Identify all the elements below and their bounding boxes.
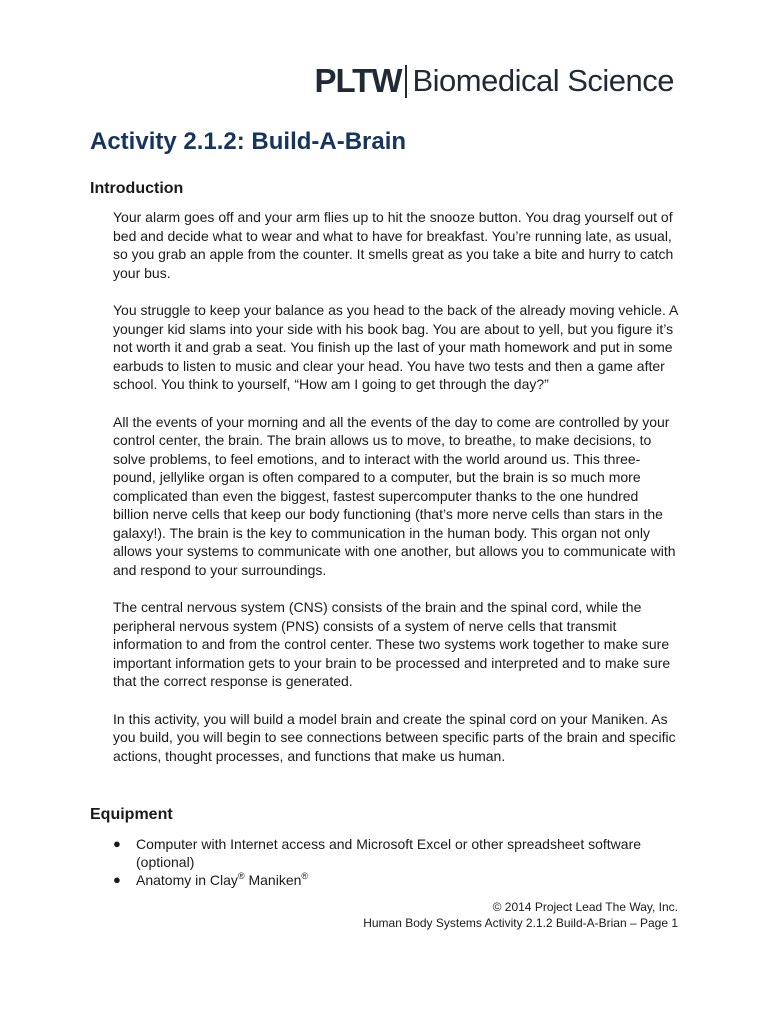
equipment-list xyxy=(113,835,673,889)
equipment-item-clay-label: Anatomy in Clay xyxy=(136,872,238,888)
list-item xyxy=(113,835,673,871)
logo-divider xyxy=(405,65,407,98)
registered-mark: ® xyxy=(237,871,245,881)
pltw-logo xyxy=(314,62,674,100)
intro-paragraph-2: You struggle to keep your balance as you head to the back of the already moving vehicle. A younger kid slams into your side with his book bag. You are about to yell, but you figure it’s not worth it and grab a seat. You finish up the last of your math homework and put in some earbuds to listen to music and clear your head. You have two tests and then a game after school. You think to yourself, “How am I going to get through the day?” xyxy=(113,302,678,392)
intro-paragraph-4: The central nervous system (CNS) consists of the brain and the spinal cord, while the peripheral nervous system (PNS) consists of a system of nerve cells that transmit information to and from the control center. These two systems work together to make sure important information gets to your brain to be processed and interpreted and to make sure that the correct response is generated. xyxy=(113,599,671,689)
bullet-icon: ● xyxy=(113,872,121,887)
list-item xyxy=(113,871,673,889)
introduction-heading: Introduction xyxy=(90,180,184,197)
intro-paragraph-3: All the events of your morning and all the events of the day to come are controlled by your control center, the brain. The brain allows us to move, to breathe, to make decisions, to solve problems, to feel emotions, and to interact with the world around us. This three-pound, jellylike organ is often compared to a computer, but the brain is so much more complicated than even the biggest, fastest supercomputer thanks to the one hundred billion nerve cells that keep our body functioning (that’s more nerve cells than stars in the galaxy!). The brain is the key to communication in the human body. This organ not only allows your systems to communicate with one another, but allows you to communicate with and respond to your surroundings. xyxy=(113,413,676,578)
intro-paragraph-5: In this activity, you will build a model brain and create the spinal cord on your Maniken. As you build, you will begin to see connections between specific parts of the brain and specific actions, thought processes, and functions that make us human. xyxy=(113,710,676,764)
bullet-icon: ● xyxy=(113,836,121,851)
registered-mark: ® xyxy=(301,871,309,881)
page-footer xyxy=(363,899,678,931)
footer-page-info: Human Body Systems Activity 2.1.2 Build-A-Brian – Page 1 xyxy=(363,916,678,930)
logo-text: Biomedical Science xyxy=(412,63,674,98)
equipment-item-computer: Computer with Internet access and Microsoft Excel or other spreadsheet software (optional) xyxy=(136,836,642,870)
equipment-item-maniken-label: Maniken xyxy=(244,872,302,888)
intro-paragraph-1: Your alarm goes off and your arm flies up to hit the snooze button. You drag yourself out of bed and decide what to wear and what to have for breakfast. You’re running late, as usual, so you grab an apple from the counter. It smells great as you take a bite and hurry to catch your bus. xyxy=(113,209,674,281)
page-title: Activity 2.1.2: Build-A-Brain xyxy=(90,128,407,155)
introduction-body xyxy=(113,208,678,784)
logo-mark: PLTW xyxy=(314,62,402,99)
equipment-heading: Equipment xyxy=(90,806,173,823)
footer-copyright: © 2014 Project Lead The Way, Inc. xyxy=(492,900,678,914)
